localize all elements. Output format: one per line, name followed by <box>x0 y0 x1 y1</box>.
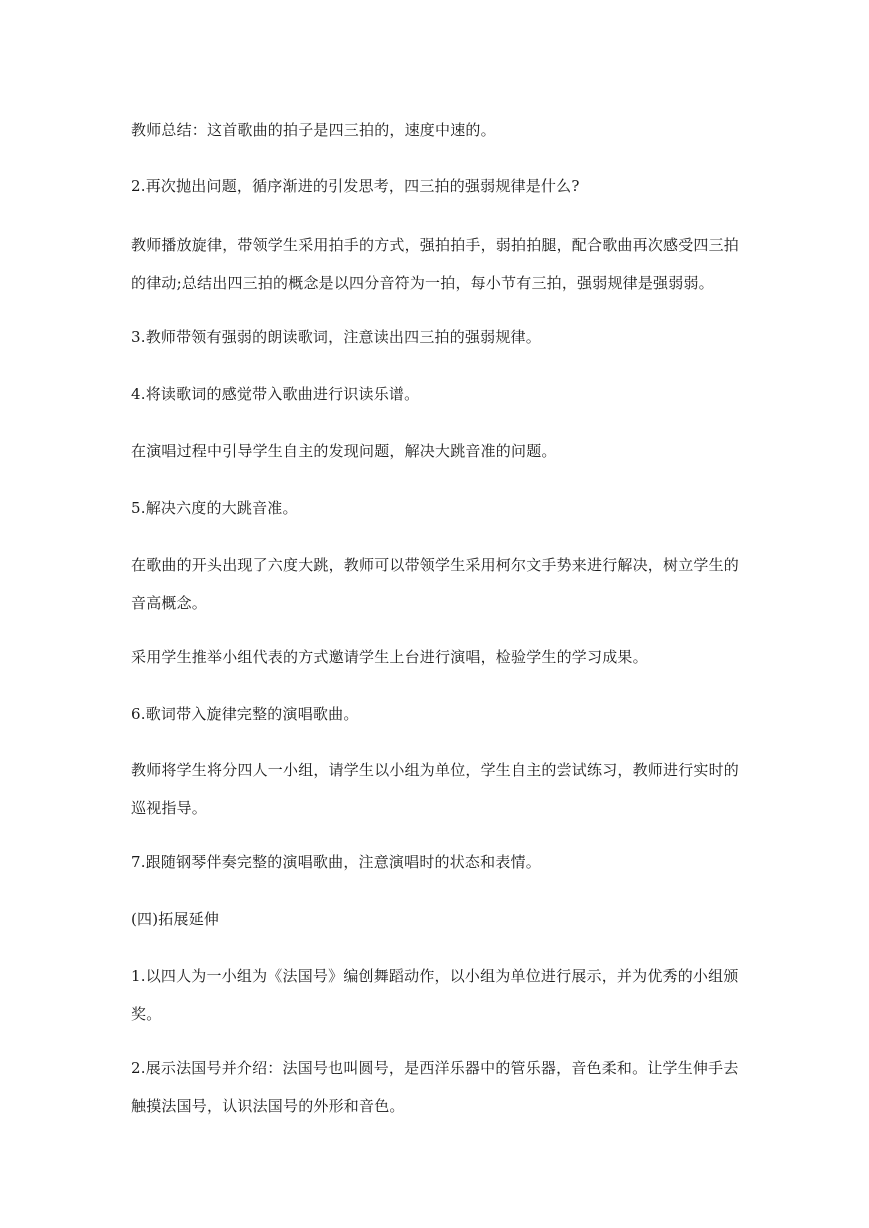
paragraph-teacher-summary: 教师总结：这首歌曲的拍子是四三拍的，速度中速的。 <box>131 121 496 139</box>
paragraph-step-6: 6.歌词带入旋律完整的演唱歌曲。 <box>131 705 359 723</box>
paragraph-group-representatives: 采用学生推举小组代表的方式邀请学生上台进行演唱，检验学生的学习成果。 <box>131 648 648 666</box>
paragraph-step-2: 2.再次抛出问题，循序渐进的引发思考，四三拍的强弱规律是什么? <box>131 177 580 195</box>
paragraph-sixth-leap: 在歌曲的开头出现了六度大跳，教师可以带领学生采用柯尔文手势来进行解决，树立学生的音高概念。 <box>131 556 740 612</box>
paragraph-group-practice: 教师将学生将分四人一小组，请学生以小组为单位，学生自主的尝试练习，教师进行实时的巡视指导。 <box>131 761 740 817</box>
paragraph-step-3: 3.教师带领有强弱的朗读歌词，注意读出四三拍的强弱规律。 <box>131 328 541 346</box>
section-heading-extension: (四)拓展延伸 <box>131 910 220 928</box>
paragraph-step-5: 5.解决六度的大跳音准。 <box>131 499 298 517</box>
paragraph-extension-1: 1.以四人为一小组为《法国号》编创舞蹈动作，以小组为单位进行展示，并为优秀的小组颁奖。 <box>131 967 739 1023</box>
paragraph-guide-students: 在演唱过程中引导学生自主的发现问题，解决大跳音准的问题。 <box>131 442 557 460</box>
paragraph-extension-2: 2.展示法国号并介绍：法国号也叫圆号，是西洋乐器中的管乐器，音色柔和。让学生伸手去触摸法国号，认识法国号的外形和音色。 <box>131 1059 739 1115</box>
paragraph-step-4: 4.将读歌词的感觉带入歌曲进行识读乐谱。 <box>131 385 420 403</box>
paragraph-teacher-plays-melody: 教师播放旋律，带领学生采用拍手的方式，强拍拍手，弱拍拍腿，配合歌曲再次感受四三拍的律动;总结出四三拍的概念是以四分音符为一拍，每小节有三拍，强弱规律是强弱弱。 <box>131 236 740 292</box>
paragraph-step-7: 7.跟随钢琴伴奏完整的演唱歌曲，注意演唱时的状态和表情。 <box>131 853 541 871</box>
